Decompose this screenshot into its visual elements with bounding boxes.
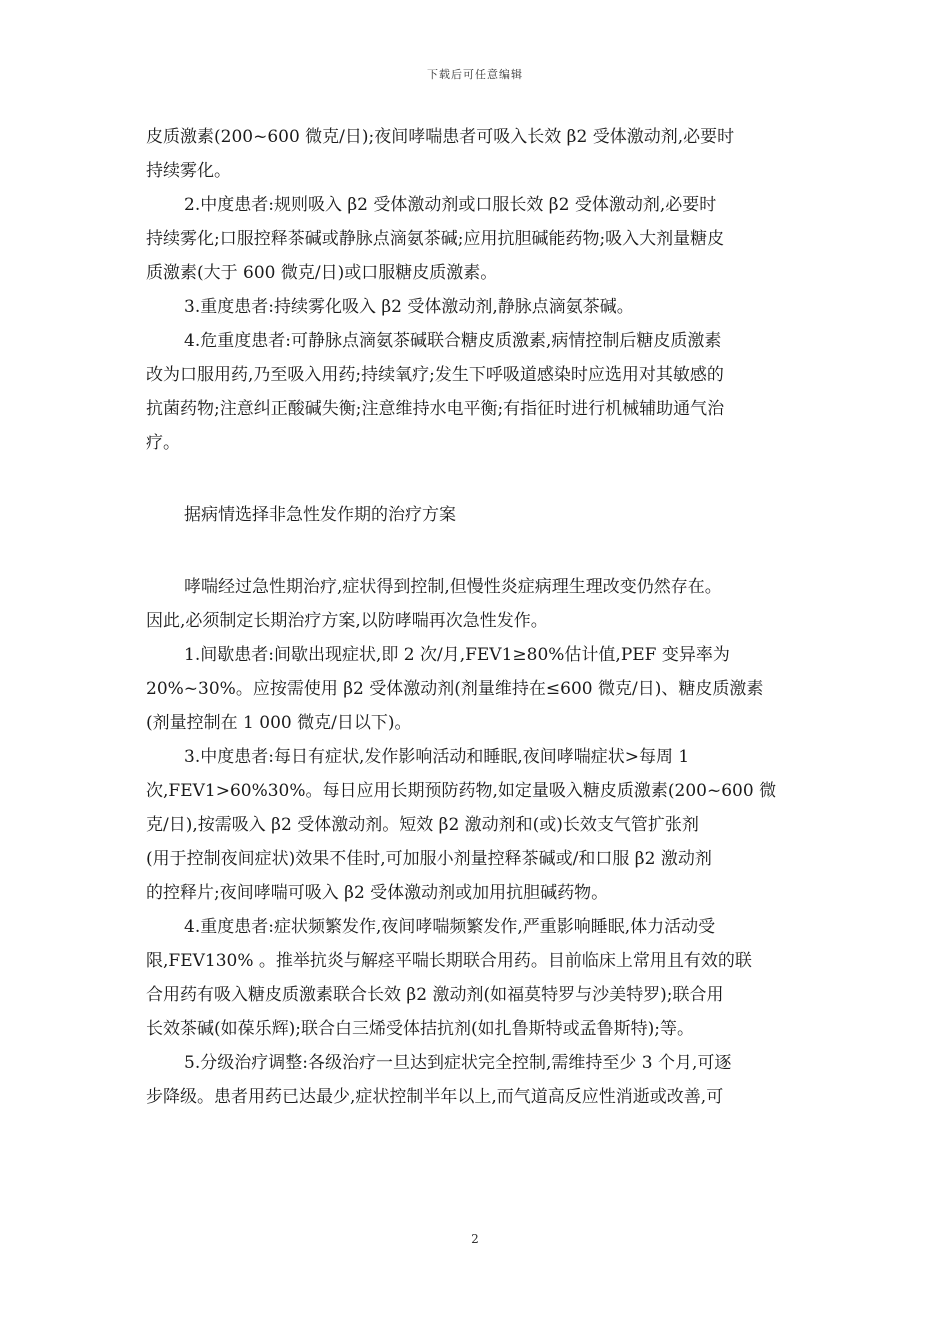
text-line: 长效茶碱(如葆乐辉);联合白三烯受体拮抗剂(如扎鲁斯特或孟鲁斯特);等。 [146, 1019, 694, 1039]
text-line: 抗菌药物;注意纠正酸碱失衡;注意维持水电平衡;有指征时进行机械辅助通气治 [146, 399, 725, 419]
section-heading: 据病情选择非急性发作期的治疗方案 [184, 505, 456, 525]
text-line: 限,FEV130% 。推举抗炎与解痉平喘长期联合用药。目前临床上常用且有效的联 [146, 951, 752, 971]
paragraph-intro [146, 570, 810, 638]
text-line: 哮喘经过急性期治疗,症状得到控制,但慢性炎症病理生理改变仍然存在。 [184, 577, 722, 597]
text-line: 质激素(大于 600 微克/日)或口服糖皮质激素。 [146, 263, 498, 283]
text-line: 持续雾化。 [146, 161, 231, 181]
paragraph-moderate-acute [146, 188, 810, 290]
text-line: 步降级。患者用药已达最少,症状控制半年以上,而气道高反应性消逝或改善,可 [146, 1087, 724, 1107]
text-line: 的控释片;夜间哮喘可吸入 β2 受体激动剂或加用抗胆碱药物。 [146, 883, 609, 903]
paragraph-intermittent [146, 638, 810, 740]
paragraph-critical-acute [146, 324, 810, 460]
page-number: 2 [471, 1232, 479, 1246]
text-line: 3.重度患者:持续雾化吸入 β2 受体激动剂,静脉点滴氨茶碱。 [184, 297, 634, 317]
text-line: 因此,必须制定长期治疗方案,以防哮喘再次急性发作。 [146, 611, 548, 631]
paragraph-severe-acute [146, 290, 810, 324]
text-line: 持续雾化;口服控释茶碱或静脉点滴氨茶碱;应用抗胆碱能药物;吸入大剂量糖皮 [146, 229, 725, 249]
text-line: 合用药有吸入糖皮质激素联合长效 β2 激动剂(如福莫特罗与沙美特罗);联合用 [146, 985, 724, 1005]
paragraph-severe-chronic [146, 910, 810, 1046]
paragraph-step-adjustment [146, 1046, 810, 1114]
text-line: 3.中度患者:每日有症状,发作影响活动和睡眠,夜间哮喘症状>每周 1 [184, 747, 690, 767]
paragraph-continued [146, 120, 810, 188]
text-line: 4.重度患者:症状频繁发作,夜间哮喘频繁发作,严重影响睡眠,体力活动受 [184, 917, 716, 937]
text-line: 20%~30%。应按需使用 β2 受体激动剂(剂量维持在≤600 微克/日)、糖皮质激素 [146, 679, 764, 699]
document-body [146, 120, 810, 1114]
text-line: 1.间歇患者:间歇出现症状,即 2 次/月,FEV1≥80%估计值,PEF 变异率为 [184, 645, 730, 665]
text-line: 次,FEV1>60%30%。每日应用长期预防药物,如定量吸入糖皮质激素(200~600 微 [146, 781, 777, 801]
paragraph-moderate-chronic [146, 740, 810, 910]
text-line: 5.分级治疗调整:各级治疗一旦达到症状完全控制,需维持至少 3 个月,可逐 [184, 1053, 732, 1073]
text-line: 4.危重度患者:可静脉点滴氨茶碱联合糖皮质激素,病情控制后糖皮质激素 [184, 331, 722, 351]
text-line: (剂量控制在 1 000 微克/日以下)。 [146, 713, 412, 733]
text-line: 改为口服用药,乃至吸入用药;持续氧疗;发生下呼吸道感染时应选用对其敏感的 [146, 365, 724, 385]
text-line: 2.中度患者:规则吸入 β2 受体激动剂或口服长效 β2 受体激动剂,必要时 [184, 195, 717, 215]
text-line: 皮质激素(200~600 微克/日);夜间哮喘患者可吸入长效 β2 受体激动剂,必要时 [146, 127, 735, 147]
page-header: 下载后可任意编辑 [427, 68, 523, 81]
text-line: 克/日),按需吸入 β2 受体激动剂。短效 β2 激动剂和(或)长效支气管扩张剂 [146, 815, 699, 835]
text-line: 疗。 [146, 433, 180, 453]
text-line: (用于控制夜间症状)效果不佳时,可加服小剂量控释茶碱或/和口服 β2 激动剂 [146, 849, 712, 869]
